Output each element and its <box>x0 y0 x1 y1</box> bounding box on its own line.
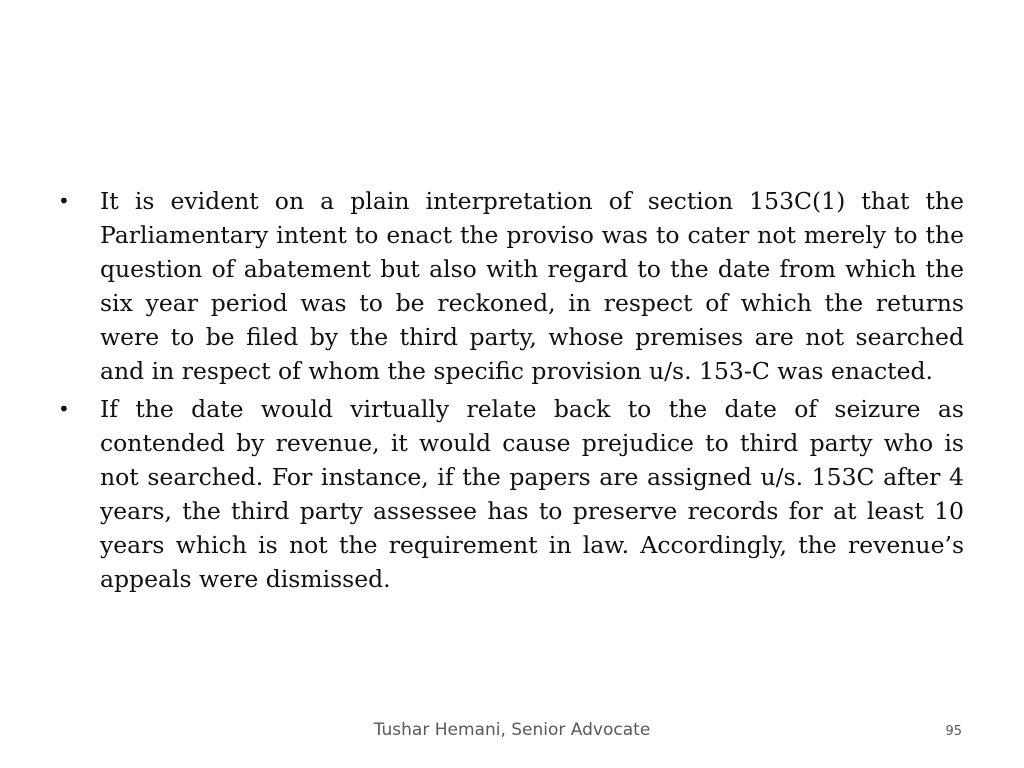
bullet-marker: • <box>58 397 70 421</box>
bullet-item <box>56 392 964 596</box>
bullet-text: It is evident on a plain interpretation of section 153C(1) that the Parliamentary intent to enact the proviso was to cater not merely to the question of abatement but also with regard to the date from which the six year period was to be reckoned, in respect of which the returns were to be filed by the third party, whose premises are not searched and in respect of whom the specific provision u/s. 153-C was enacted. <box>100 187 964 385</box>
page-number: 95 <box>945 724 962 739</box>
footer-author: Tushar Hemani, Senior Advocate <box>373 720 651 740</box>
bullet-marker: • <box>58 189 70 213</box>
bullet-list <box>56 184 964 600</box>
bullet-text: If the date would virtually relate back to the date of seizure as contended by revenue, it would cause prejudice to third party who is not searched. For instance, if the papers are assigned u/s. 153C after 4 years, the third party assessee has to preserve records for at least 10 years which is not the requirement in law. Accordingly, the revenue’s appeals were dismissed. <box>100 395 964 593</box>
bullet-item <box>56 184 964 388</box>
